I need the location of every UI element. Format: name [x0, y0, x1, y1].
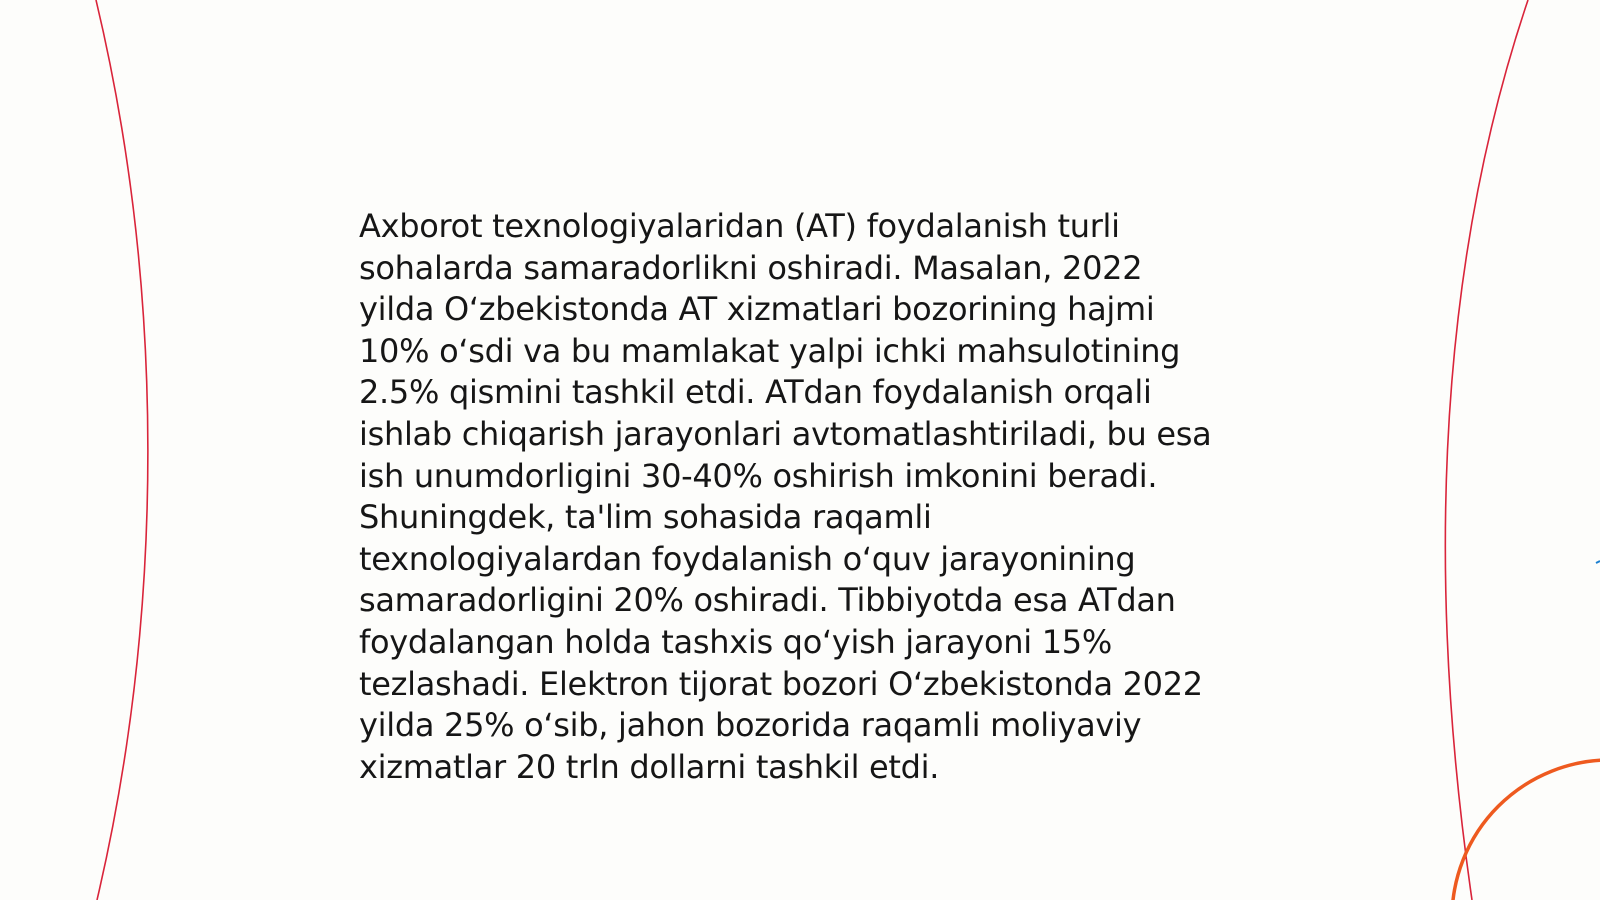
paragraph-line: yilda O‘zbekistonda AT xizmatlari bozorining hajmi [359, 290, 1155, 329]
right-arc [1445, 0, 1528, 900]
paragraph-line: foydalangan holda tashxis qo‘yish jarayoni 15% [359, 622, 1112, 661]
paragraph-line: 10% o‘sdi va bu mamlakat yalpi ichki mahsulotining [359, 331, 1181, 370]
paragraph-line: ishlab chiqarish jarayonlari avtomatlashtiriladi, bu esa [359, 414, 1212, 453]
paragraph-line: sohalarda samaradorlikni oshiradi. Masalan, 2022 [359, 248, 1143, 287]
paragraph-line: Axborot texnologiyalaridan (AT) foydalanish turli [359, 207, 1120, 245]
paragraph-line: ish unumdorligini 30-40% oshirish imkonini beradi. [359, 456, 1158, 495]
body-paragraph [359, 206, 1259, 788]
paragraph-line: 2.5% qismini tashkil etdi. ATdan foydalanish orqali [359, 373, 1152, 412]
orange-circle-arc [1452, 760, 1600, 900]
paragraph-line: samaradorligini 20% oshiradi. Tibbiyotda esa ATdan [359, 581, 1176, 620]
paragraph-line: tezlashadi. Elektron tijorat bozori O‘zbekistonda 2022 [359, 664, 1203, 703]
paragraph-line: xizmatlar 20 trln dollarni tashkil etdi. [359, 747, 940, 786]
paragraph-line: yilda 25% o‘sib, jahon bozorida raqamli moliyaviy [359, 706, 1142, 745]
paragraph-line: texnologiyalardan foydalanish o‘quv jarayonining [359, 539, 1136, 578]
paragraph-line: Shuningdek, ta'lim sohasida raqamli [359, 498, 932, 537]
left-arc [96, 0, 148, 900]
blue-mark [1596, 561, 1600, 563]
